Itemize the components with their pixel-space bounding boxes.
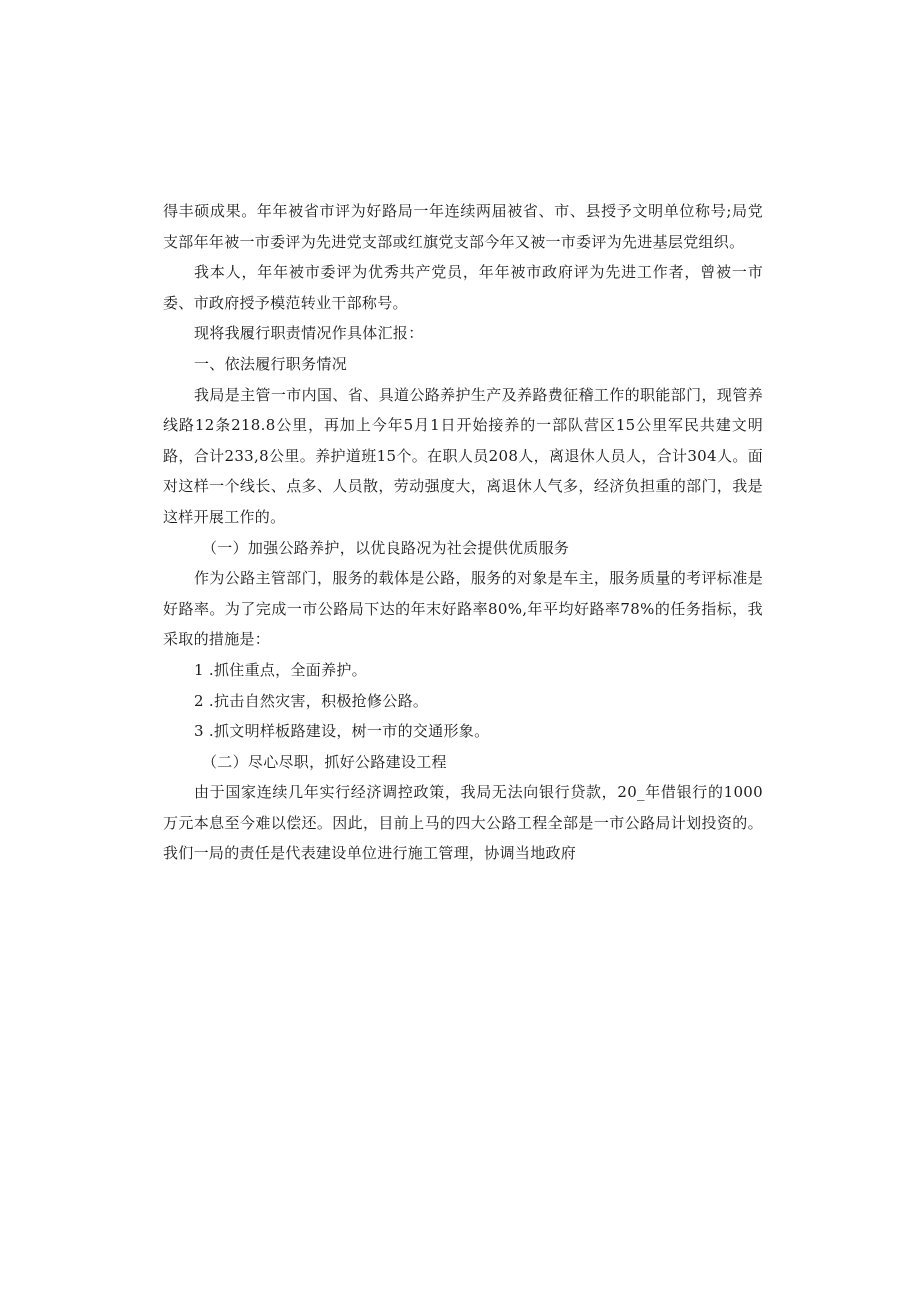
list-item-1: 1 .抓住重点，全面养护。 xyxy=(194,660,367,679)
section-heading-duties: 一、依法履行职务情况 xyxy=(194,354,348,373)
subsection-heading-construction: （二）尽心尽职，抓好公路建设工程 xyxy=(202,752,447,771)
paragraph-report-intro: 现将我履行职责情况作具体汇报： xyxy=(194,324,424,343)
document-body xyxy=(163,196,763,869)
paragraph-construction-details: 由于国家连续几年实行经济调控政策，我局无法向银行贷款，20_年借银行的1000万元本息至今难以偿还。因此，目前上马的四大公路工程全部是一市公路局计划投资的。我们一局的责任是代表建设单位进行施工管理，协调当地政府 xyxy=(163,783,763,863)
paragraph-personal-honors: 我本人，年年被市委评为优秀共产党员，年年被市政府评为先进工作者，曾被一市委、市政府授予模范转业干部称号。 xyxy=(163,263,763,312)
subsection-heading-maintenance: （一）加强公路养护，以优良路况为社会提供优质服务 xyxy=(202,538,570,557)
list-item-2: 2 .抗击自然灾害，积极抢修公路。 xyxy=(194,691,429,710)
paragraph-achievements: 得丰硕成果。年年被省市评为好路局一年连续两届被省、市、县授予文明单位称号;局党支部年年被一市委评为先进党支部或红旗党支部今年又被一市委评为先进基层党组织。 xyxy=(163,202,763,251)
list-item-3: 3 .抓文明样板路建设，树一市的交通形象。 xyxy=(194,722,490,741)
paragraph-bureau-overview: 我局是主管一市内国、省、具道公路养护生产及养路费征稽工作的职能部门，现管养线路12条218.8公里，再加上今年5月1日开始接养的一部队营区15公里军民共建文明路，合计233,8公里。养护道班15个。在职人员208人，离退休人员人，合计304人。面对这样一个线长、点多、人员散，劳动强度大，离退休人气多，经济负担重的部门，我是这样开展工作的。 xyxy=(163,385,763,526)
paragraph-service-quality: 作为公路主管部门，服务的载体是公路，服务的对象是车主，服务质量的考评标准是好路率。为了完成一市公路局下达的年末好路率80%,年平均好路率78%的任务指标，我采取的措施是： xyxy=(163,569,763,649)
